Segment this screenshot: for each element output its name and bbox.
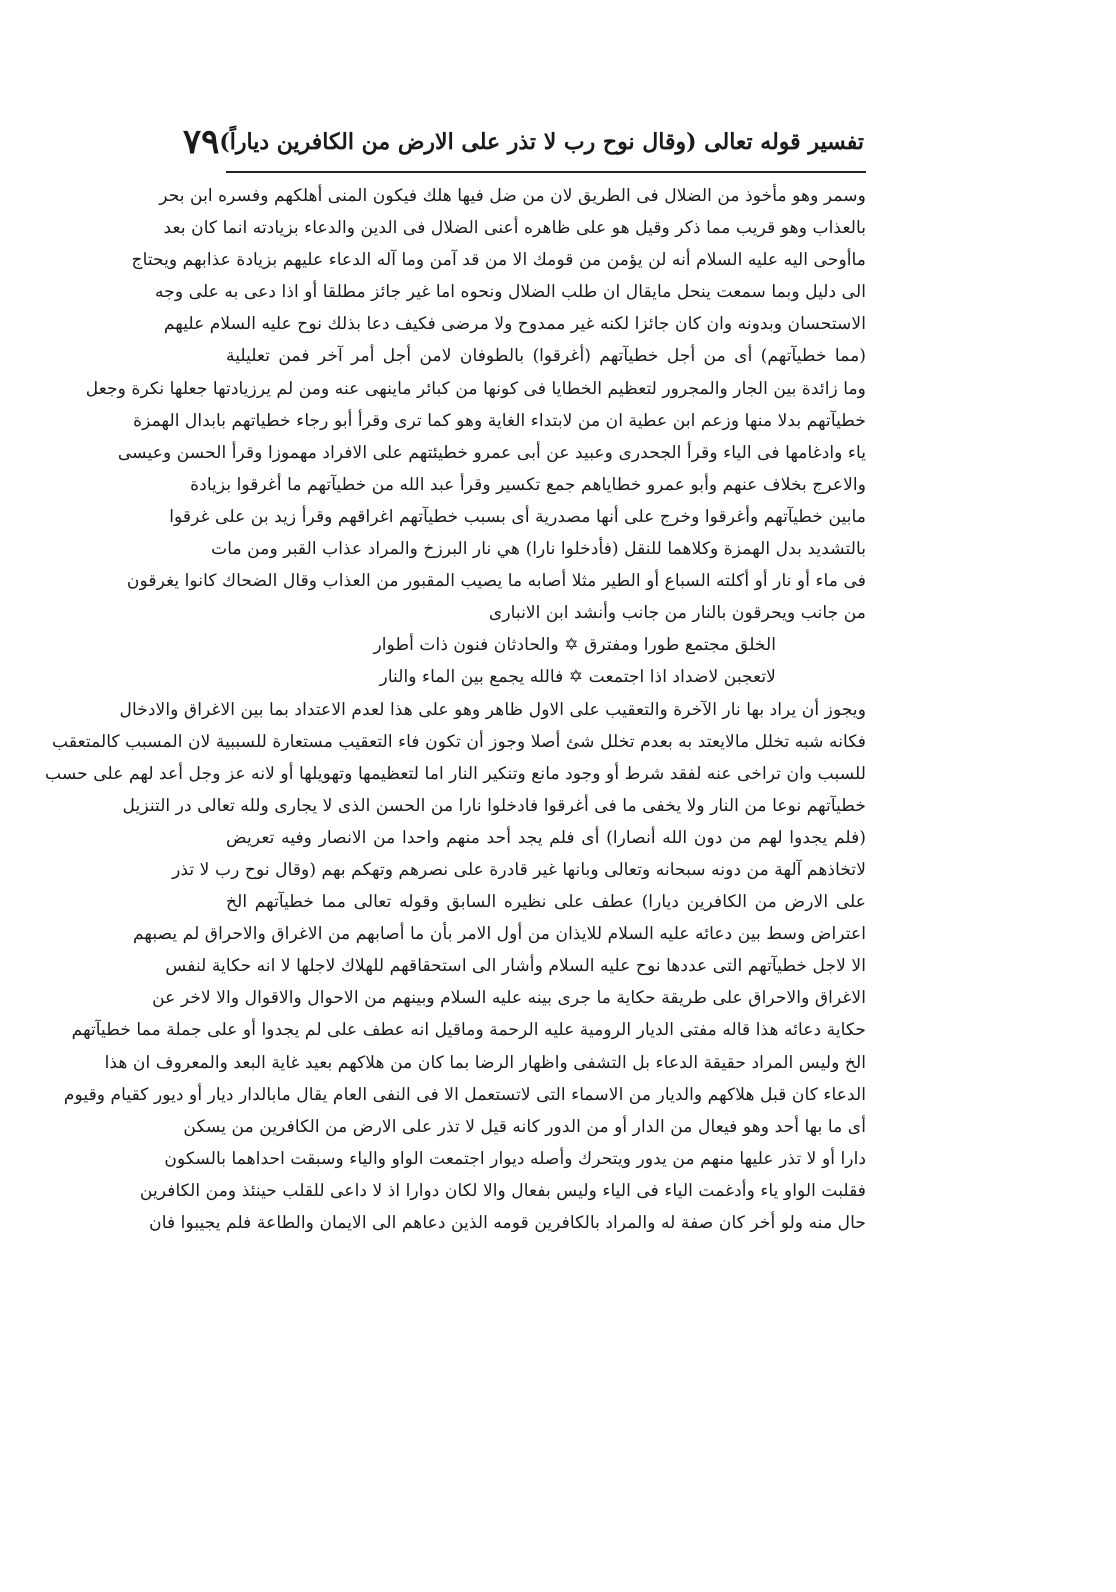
text-line: حال منه ولو أخر كان صفة له والمراد بالكافرين قومه الذين دعاهم الى الايمان والطاعة فلم يجيبوا فان	[149, 1213, 866, 1233]
text-line: ياء وادغامها فى الياء وقرأ الجحدرى وعبيد عن أبى عمرو خطيئتهم على الافراد مهموزا وقرأ الحسن وعيسى	[117, 442, 866, 463]
text-line: لاتخاذهم آلهة من دونه سبحانه وتعالى وبانها غير قادرة على نصرهم وتهكم بهم (وقال نوح رب لا تذر	[172, 859, 866, 880]
text-line: مابين خطيآتهم وأغرقوا وخرج على أنها مصدرية أى بسبب خطيآتهم اغراقهم وقرأ زيد بن على غرقوا	[169, 506, 866, 527]
text-line: حكاية دعائه هذا قاله مفتى الديار الرومية عليه الرحمة وماقيل انه عطف على لم يجدوا أو على جملة مما خطيآتهم	[71, 1020, 866, 1041]
page-header	[182, 118, 864, 166]
text-line: على الارض من الكافرين ديارا) عطف على نظيره السابق وقوله تعالى مما خطيآتهم الخ	[226, 892, 866, 913]
text-line: الاغراق والاحراق على طريقة حكاية ما جرى بينه عليه السلام وبينهم من الاحوال والاقوال والا لاخر عن	[152, 988, 866, 1009]
body-text	[44, 180, 866, 1239]
text-line: (مما خطيآتهم) أى من أجل خطيآتهم (أغرقوا) بالطوفان لامن أجل أمر آخر فمن تعليلية	[226, 346, 866, 367]
text-line: الاستحسان وبدونه وان كان جائزا لكنه غير ممدوح ولا مرضى فكيف دعا بذلك نوح عليه السلام عليهم	[163, 314, 866, 335]
text-line: ويجوز أن يراد بها نار الآخرة والتعقيب على الاول ظاهر وهو على هذا لعدم الاعتداد بما بين الاغراق والادخال	[119, 699, 866, 720]
text-line: فقلبت الواو ياء وأدغمت الياء فى الياء وليس بفعال والا لكان دوارا اذ لا داعى للقلب حينئذ ومن الكافرين	[139, 1180, 866, 1201]
text-line: ماأوحى اليه عليه السلام أنه لن يؤمن من قومك الا من قد آمن وما آله الدعاء عليهم بزيادة عذابهم ويحتاج	[131, 250, 866, 271]
text-line: اعتراض وسط بين دعائه عليه السلام للايذان من أول الامر بأن ما أصابهم من الاغراق والاحراق لم يصبهم	[132, 924, 866, 945]
text-line: وسمر وهو مأخوذ من الضلال فى الطريق لان من ضل فيها هلك فيكون المنى أهلكهم وفسره ابن بحر	[159, 186, 866, 206]
text-line: الى دليل وبما سمعت ينحل مايقال ان طلب الضلال ونحوه اما غير جائز مطلقا أو اذا دعى به على وجه	[155, 282, 866, 303]
poetry-verse: لاتعجبن لاضداد اذا اجتمعت ✡ فالله يجمع بين الماء والنار	[379, 667, 776, 688]
header-title: تفسير قوله تعالى (وقال نوح رب لا تذر على الارض من الكافرين دياراً)	[219, 129, 864, 155]
text-line: من جانب ويحرقون بالنار من جانب وأنشد ابن الانبارى	[488, 603, 866, 624]
text-line: فكانه شبه تخلل مالايعتد به بعدم تخلل شئ أصلا وجوز أن تكون فاء التعقيب مستعارة للسببية لان المسبب كالمتعقب	[52, 731, 866, 752]
text-line: للسبب وان تراخى عنه لفقد شرط أو وجود مانع وتنكير النار اما لتعظيمها وتهويلها أو لانه عز وجل أعد لهم على حسب	[44, 763, 866, 784]
text-line: أى ما بها أحد وهو فيعال من الدار أو من الدور كانه قيل لا تذر على الارض من الكافرين من يسكن	[183, 1116, 866, 1137]
text-line: الا لاجل خطيآتهم التى عددها نوح عليه السلام وأشار الى استحقاقهم للهلاك لاجلها لا انه حكاية لنفس	[165, 956, 866, 977]
text-line: الخ وليس المراد حقيقة الدعاء بل التشفى واظهار الرضا بما كان من هلاكهم بعيد غاية البعد والمعروف ان هذا	[104, 1052, 866, 1073]
text-line: دارا أو لا تذر عليها منهم من يدور ويتحرك وأصله ديوار اجتمعت الواو والياء وسبقت احداهما بالسكون	[164, 1148, 866, 1169]
text-line: وما زائدة بين الجار والمجرور لتعظيم الخطايا فى كونها من كبائر ماينهى عنه ومن لم يرزيادتها جعلها نكرة وجعل	[85, 378, 866, 399]
text-line: الدعاء كان قبل هلاكهم والديار من الاسماء التى لاتستعمل الا فى النفى العام يقال مابالدار ديار أو ديور كقيام وقيوم	[63, 1084, 866, 1105]
text-line: فى ماء أو نار أو أكلته السباع أو الطير مثلا أصابه ما يصيب المقبور من العذاب وقال الضحاك كانوا يغرقون	[126, 571, 866, 592]
text-line: بالتشديد بدل الهمزة وكلاهما للنقل (فأدخلوا نارا) هي نار البرزخ والمراد عذاب القبر ومن مات	[211, 539, 866, 560]
header-rule	[226, 171, 866, 173]
text-line: بالعذاب وهو قريب مما ذكر وقيل هو على ظاهره أعنى الضلال فى الدين والدعاء بزيادته انما كان بعد	[163, 218, 866, 239]
page-number: ٧٩	[182, 122, 220, 162]
text-line: (فلم يجدوا لهم من دون الله أنصارا) أى فلم يجد أحد منهم واحدا من الانصار وفيه تعريض	[226, 827, 866, 848]
text-line: خطيآتهم نوعا من النار ولا يخفى ما فى أغرقوا فادخلوا نارا من الحسن الذى لا يجارى ولله تعالى در التنزيل	[122, 795, 866, 816]
text-line: والاعرج بخلاف عنهم وأبو عمرو خطاياهم جمع تكسير وقرأ عبد الله من خطيآتهم ما أغرقوا بزيادة	[190, 474, 866, 495]
text-line: خطيآتهم بدلا منها وزعم ابن عطية ان من لابتداء الغاية وهو كما ترى وقرأ أبو رجاء خطياتهم بابدال الهمزة	[133, 410, 866, 431]
poetry-verse: الخلق مجتمع طورا ومفترق ✡ والحادثان فنون ذات أطوار	[373, 635, 776, 656]
